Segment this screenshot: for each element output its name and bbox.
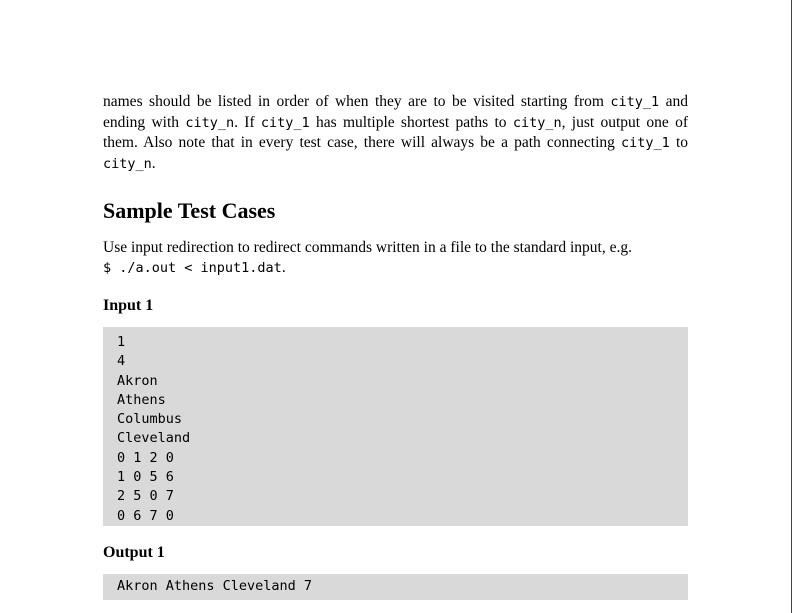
code-line: 1 0 5 6 bbox=[117, 469, 174, 486]
code-line: Columbus bbox=[117, 411, 183, 428]
code-line: Cleveland bbox=[117, 430, 191, 447]
intro-text: . bbox=[151, 154, 156, 172]
code-city-n: city_n bbox=[512, 114, 562, 131]
document-body bbox=[103, 92, 688, 594]
code-city-n: city_n bbox=[103, 155, 152, 172]
code-city-1: city_1 bbox=[260, 114, 310, 131]
code-line: 1 bbox=[117, 334, 126, 350]
code-line: Akron bbox=[117, 372, 158, 389]
input-code-block bbox=[103, 327, 688, 526]
redirect-paragraph bbox=[103, 238, 688, 278]
page-edge bbox=[791, 0, 792, 613]
intro-text: and ending with bbox=[103, 93, 688, 131]
section-title: Sample Test Cases bbox=[103, 198, 276, 223]
output-code-block bbox=[103, 574, 688, 600]
input-heading: Input 1 bbox=[103, 297, 154, 314]
code-line: Athens bbox=[117, 391, 166, 408]
intro-text: , just output bbox=[561, 113, 641, 131]
code-city-1: city_1 bbox=[621, 135, 670, 151]
output-heading: Output 1 bbox=[103, 544, 165, 561]
code-line: 2 5 0 7 bbox=[117, 488, 174, 505]
code-line: Akron Athens Cleveland 7 bbox=[117, 578, 313, 594]
code-city-n: city_n bbox=[185, 114, 235, 131]
intro-text: names should be listed in order of when they are to be visited starting from bbox=[103, 93, 611, 110]
intro-text: has multiple shortest paths to bbox=[309, 113, 513, 131]
intro-text: one of them. Also note that in every test case, there will always be a path connecting bbox=[103, 113, 688, 151]
redirect-command: $ ./a.out < input1.dat bbox=[103, 259, 282, 276]
intro-paragraph bbox=[103, 92, 688, 174]
redirect-text: . bbox=[281, 258, 286, 276]
redirect-text: Use input redirection to redirect commands written in a file to the standard input, e.g. bbox=[103, 239, 632, 256]
code-line: 0 6 7 0 bbox=[117, 507, 174, 524]
code-line: 0 1 2 0 bbox=[117, 449, 174, 466]
intro-text: . If bbox=[234, 113, 261, 131]
intro-text: to bbox=[669, 134, 688, 151]
code-line: 4 bbox=[117, 353, 126, 370]
code-city-1: city_1 bbox=[610, 94, 660, 110]
